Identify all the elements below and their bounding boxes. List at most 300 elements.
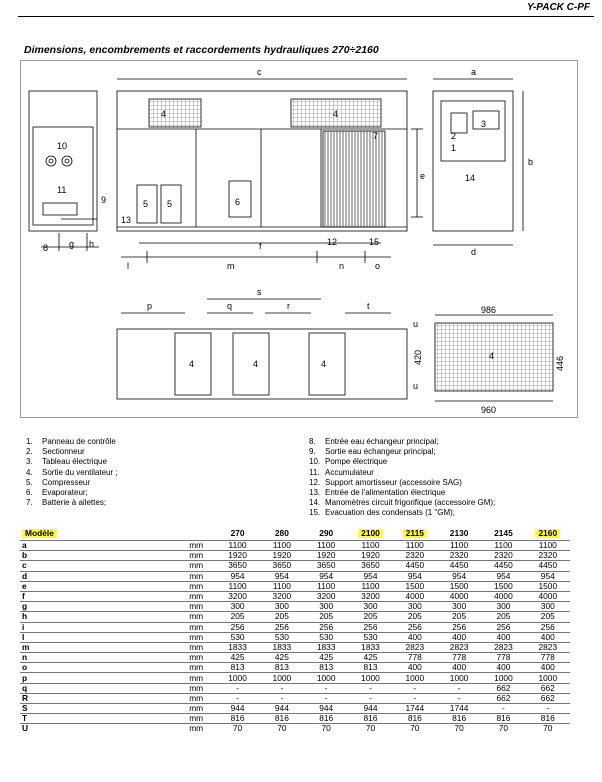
table-cell: 3200 bbox=[215, 591, 259, 601]
table-cell: 70 bbox=[348, 724, 392, 734]
table-cell: 70 bbox=[526, 724, 570, 734]
dim-f: f bbox=[259, 241, 262, 251]
table-cell: - bbox=[304, 683, 348, 693]
table-row bbox=[20, 683, 570, 693]
table-cell: - bbox=[393, 683, 437, 693]
table-cell: 256 bbox=[526, 622, 570, 632]
table-cell: 530 bbox=[260, 632, 304, 642]
table-cell: 205 bbox=[348, 612, 392, 622]
table-cell: 425 bbox=[304, 653, 348, 663]
model-2115: 2115 bbox=[403, 529, 427, 538]
table-cell: 70 bbox=[215, 724, 259, 734]
table-cell: 4450 bbox=[437, 561, 481, 571]
table-cell: 778 bbox=[526, 653, 570, 663]
row-unit: mm bbox=[187, 551, 215, 561]
table-cell: 300 bbox=[437, 602, 481, 612]
legend-item bbox=[309, 457, 495, 467]
row-key: l bbox=[20, 632, 187, 642]
table-cell: 778 bbox=[393, 653, 437, 663]
row-key: q bbox=[20, 683, 187, 693]
table-cell: 778 bbox=[481, 653, 525, 663]
label-5a: 5 bbox=[143, 199, 149, 209]
table-cell: 1100 bbox=[260, 541, 304, 551]
table-cell: 425 bbox=[215, 653, 259, 663]
legend-text: Evaporateur; bbox=[42, 488, 88, 498]
row-unit: mm bbox=[187, 632, 215, 642]
legend-item bbox=[309, 447, 495, 457]
table-row bbox=[20, 642, 570, 652]
legend-number: 1. bbox=[26, 437, 33, 446]
dim-960: 960 bbox=[481, 405, 497, 415]
table-cell: - bbox=[437, 683, 481, 693]
model-2160: 2160 bbox=[535, 529, 560, 538]
table-cell: 944 bbox=[348, 704, 392, 714]
row-key: d bbox=[20, 571, 187, 581]
table-cell: - bbox=[526, 704, 570, 714]
table-cell: 3650 bbox=[348, 561, 392, 571]
table-row bbox=[20, 724, 570, 734]
table-cell: 256 bbox=[481, 622, 525, 632]
table-cell: - bbox=[348, 693, 392, 703]
table-cell: 1000 bbox=[215, 673, 259, 683]
table-cell: 70 bbox=[393, 724, 437, 734]
table-cell: 1100 bbox=[215, 541, 259, 551]
table-cell: 256 bbox=[215, 622, 259, 632]
label-6: 6 bbox=[235, 197, 241, 207]
table-cell: 1100 bbox=[437, 541, 481, 551]
dim-t: t bbox=[367, 301, 370, 311]
table-row bbox=[20, 663, 570, 673]
table-cell: 2823 bbox=[393, 642, 437, 652]
table-cell: 662 bbox=[526, 683, 570, 693]
table-cell: 2320 bbox=[526, 551, 570, 561]
legend-text: Manomètres circuit frigorifique (accessoire GM); bbox=[325, 498, 496, 508]
dim-u-bottom: u bbox=[413, 381, 419, 391]
table-cell: 1920 bbox=[260, 551, 304, 561]
table-row bbox=[20, 632, 570, 642]
table-cell: 1100 bbox=[393, 541, 437, 551]
table-cell: 3200 bbox=[304, 591, 348, 601]
row-key: n bbox=[20, 653, 187, 663]
legend-number: 15. bbox=[309, 508, 321, 518]
label-15: 15 bbox=[369, 237, 380, 247]
legend-number: 10. bbox=[309, 457, 321, 467]
table-cell: 300 bbox=[304, 602, 348, 612]
legend-number: 8. bbox=[309, 437, 316, 446]
table-row bbox=[20, 541, 570, 551]
table-cell: 70 bbox=[481, 724, 525, 734]
table-header-row bbox=[20, 527, 570, 541]
table-cell: - bbox=[481, 704, 525, 714]
model-2145: 2145 bbox=[494, 527, 513, 538]
label-4a: 4 bbox=[161, 109, 167, 119]
table-cell: 662 bbox=[481, 693, 525, 703]
legend-text: Pompe électrique bbox=[325, 457, 388, 467]
model-270: 270 bbox=[230, 527, 245, 538]
legend-item bbox=[26, 488, 118, 498]
row-unit: mm bbox=[187, 714, 215, 724]
legend-text: Batterie à ailettes; bbox=[42, 498, 107, 508]
dim-s: s bbox=[257, 287, 262, 297]
table-cell: 300 bbox=[481, 602, 525, 612]
legend-text: Sortie du ventilateur ; bbox=[42, 467, 118, 477]
legend-number: 11. bbox=[309, 467, 320, 477]
table-cell: 425 bbox=[260, 653, 304, 663]
right-view bbox=[433, 79, 523, 245]
table-cell: 816 bbox=[260, 714, 304, 724]
table-row bbox=[20, 612, 570, 622]
label-3: 3 bbox=[481, 119, 487, 129]
legend-item bbox=[26, 457, 118, 467]
row-unit: mm bbox=[187, 653, 215, 663]
model-290: 290 bbox=[319, 527, 334, 538]
label-4b: 4 bbox=[333, 109, 339, 119]
legend-item bbox=[309, 468, 495, 478]
table-cell: 944 bbox=[215, 704, 259, 714]
row-unit: mm bbox=[187, 561, 215, 571]
table-cell: 1000 bbox=[437, 673, 481, 683]
legend-text: Support amortisseur (accessoire SAG) bbox=[325, 477, 462, 487]
legend-item bbox=[309, 478, 495, 488]
dim-a: a bbox=[471, 67, 477, 77]
label-5b: 5 bbox=[167, 199, 173, 209]
table-cell: 813 bbox=[260, 663, 304, 673]
row-unit: mm bbox=[187, 704, 215, 714]
table-cell: 816 bbox=[215, 714, 259, 724]
table-row bbox=[20, 561, 570, 571]
table-cell: 1920 bbox=[304, 551, 348, 561]
table-cell: 3200 bbox=[260, 591, 304, 601]
row-unit: mm bbox=[187, 622, 215, 632]
table-cell: 256 bbox=[304, 622, 348, 632]
table-cell: 70 bbox=[304, 724, 348, 734]
label-10: 10 bbox=[57, 141, 68, 151]
label-13: 13 bbox=[121, 215, 132, 225]
model-2100: 2100 bbox=[358, 529, 383, 538]
table-cell: 1920 bbox=[348, 551, 392, 561]
table-cell: 205 bbox=[304, 612, 348, 622]
front-view bbox=[117, 79, 426, 263]
table-cell: 256 bbox=[393, 622, 437, 632]
row-unit: mm bbox=[187, 591, 215, 601]
table-cell: 954 bbox=[437, 571, 481, 581]
legend-left bbox=[26, 437, 118, 508]
row-key: T bbox=[20, 714, 187, 724]
table-cell: 3200 bbox=[348, 591, 392, 601]
table-cell: 205 bbox=[526, 612, 570, 622]
drawing-svg bbox=[21, 61, 577, 417]
table-cell: - bbox=[215, 683, 259, 693]
row-unit: mm bbox=[187, 581, 215, 591]
table-row bbox=[20, 591, 570, 601]
row-unit: mm bbox=[187, 693, 215, 703]
table-cell: 4000 bbox=[393, 591, 437, 601]
side-view bbox=[29, 91, 99, 251]
legend-item bbox=[26, 498, 118, 508]
dim-r: r bbox=[287, 301, 290, 311]
table-cell: 400 bbox=[526, 663, 570, 673]
row-unit: mm bbox=[187, 602, 215, 612]
legend-text: Sortie eau échangeur principal; bbox=[325, 447, 436, 457]
table-row bbox=[20, 571, 570, 581]
table-cell: - bbox=[348, 683, 392, 693]
table-row bbox=[20, 693, 570, 703]
legend-item bbox=[26, 437, 118, 447]
table-cell: 954 bbox=[393, 571, 437, 581]
table-cell: 300 bbox=[260, 602, 304, 612]
table-cell: 300 bbox=[526, 602, 570, 612]
model-280: 280 bbox=[274, 527, 289, 538]
table-cell: 1100 bbox=[215, 581, 259, 591]
table-cell: 1100 bbox=[348, 541, 392, 551]
dim-h: h bbox=[89, 239, 95, 249]
table-cell: 1000 bbox=[348, 673, 392, 683]
table-cell: 1744 bbox=[437, 704, 481, 714]
legend-text: Entrée de l'alimentation électrique bbox=[325, 488, 446, 498]
table-cell: 816 bbox=[526, 714, 570, 724]
table-cell: 530 bbox=[304, 632, 348, 642]
row-key: b bbox=[20, 551, 187, 561]
table-cell: 4450 bbox=[526, 561, 570, 571]
table-cell: 4000 bbox=[526, 591, 570, 601]
legend-number: 9. bbox=[309, 447, 316, 457]
table-row bbox=[20, 551, 570, 561]
table-cell: 1920 bbox=[215, 551, 259, 561]
table-cell: 1500 bbox=[526, 581, 570, 591]
row-key: U bbox=[20, 724, 187, 734]
table-cell: 425 bbox=[348, 653, 392, 663]
table-cell: 300 bbox=[393, 602, 437, 612]
dim-q: q bbox=[227, 301, 233, 311]
dim-d: d bbox=[471, 247, 477, 257]
row-key: o bbox=[20, 663, 187, 673]
label-7: 7 bbox=[373, 131, 379, 141]
row-unit: mm bbox=[187, 673, 215, 683]
legend-item bbox=[26, 478, 118, 488]
table-cell: 813 bbox=[215, 663, 259, 673]
row-key: a bbox=[20, 541, 187, 551]
table-cell: 400 bbox=[526, 632, 570, 642]
table-cell: 400 bbox=[481, 663, 525, 673]
table-row bbox=[20, 704, 570, 714]
table-cell: 1100 bbox=[304, 541, 348, 551]
header-rule bbox=[18, 16, 594, 17]
table-cell: 256 bbox=[437, 622, 481, 632]
row-unit: mm bbox=[187, 663, 215, 673]
table-cell: 1100 bbox=[481, 541, 525, 551]
table-cell: 2320 bbox=[393, 551, 437, 561]
legend-number: 6. bbox=[26, 488, 33, 498]
label-top-4b: 4 bbox=[253, 359, 259, 369]
table-cell: 400 bbox=[393, 663, 437, 673]
table-cell: 1833 bbox=[260, 642, 304, 652]
legend-text: Sectionneur bbox=[42, 447, 85, 457]
table-cell: 1833 bbox=[304, 642, 348, 652]
row-unit: mm bbox=[187, 683, 215, 693]
table-row bbox=[20, 673, 570, 683]
table-cell: 662 bbox=[481, 683, 525, 693]
legend-text: Compresseur bbox=[42, 477, 91, 487]
label-top-4a: 4 bbox=[189, 359, 195, 369]
dim-e: e bbox=[420, 171, 426, 181]
row-unit: mm bbox=[187, 642, 215, 652]
label-top-4c: 4 bbox=[321, 359, 327, 369]
legend-item bbox=[309, 508, 495, 518]
table-cell: 816 bbox=[348, 714, 392, 724]
table-cell: 954 bbox=[215, 571, 259, 581]
table-cell: 816 bbox=[304, 714, 348, 724]
table-cell: 1500 bbox=[437, 581, 481, 591]
legend-number: 5. bbox=[26, 477, 33, 487]
row-key: m bbox=[20, 642, 187, 652]
table-row bbox=[20, 653, 570, 663]
table-cell: 1100 bbox=[526, 541, 570, 551]
legend-item bbox=[309, 498, 495, 508]
legend-number: 2. bbox=[26, 447, 33, 457]
table-cell: - bbox=[304, 693, 348, 703]
model-header: Modèle bbox=[22, 529, 57, 538]
table-cell: 954 bbox=[526, 571, 570, 581]
dim-m: m bbox=[227, 261, 235, 271]
dim-l: l bbox=[127, 261, 129, 271]
row-unit: mm bbox=[187, 612, 215, 622]
row-unit: mm bbox=[187, 724, 215, 734]
table-cell: 954 bbox=[348, 571, 392, 581]
label-9: 9 bbox=[101, 195, 107, 205]
table-cell: 300 bbox=[348, 602, 392, 612]
dim-n: n bbox=[339, 261, 345, 271]
label-top-4d: 4 bbox=[489, 351, 495, 361]
table-cell: 205 bbox=[481, 612, 525, 622]
dim-g: g bbox=[69, 239, 75, 249]
row-key: g bbox=[20, 602, 187, 612]
legend-number: 4. bbox=[26, 467, 33, 477]
table-cell: 4450 bbox=[481, 561, 525, 571]
row-key: f bbox=[20, 591, 187, 601]
table-cell: 400 bbox=[437, 632, 481, 642]
model-2130: 2130 bbox=[449, 527, 469, 538]
dimensions-table bbox=[20, 527, 570, 734]
label-2: 2 bbox=[451, 131, 457, 141]
legend-right bbox=[309, 437, 495, 519]
section-title: Dimensions, encombrements et raccordements hydrauliques 270÷2160 bbox=[24, 44, 379, 56]
table-cell: 3650 bbox=[304, 561, 348, 571]
table-cell: 1000 bbox=[393, 673, 437, 683]
row-key: R bbox=[20, 693, 187, 703]
table-cell: - bbox=[393, 693, 437, 703]
table-cell: 1100 bbox=[348, 581, 392, 591]
table-cell: 400 bbox=[437, 663, 481, 673]
label-14: 14 bbox=[465, 173, 476, 183]
row-key: c bbox=[20, 561, 187, 571]
table-cell: 205 bbox=[215, 612, 259, 622]
table-cell: 1833 bbox=[215, 642, 259, 652]
table-cell: 1100 bbox=[260, 581, 304, 591]
table-cell: 662 bbox=[526, 693, 570, 703]
legend-item bbox=[26, 447, 118, 457]
table-cell: 300 bbox=[215, 602, 259, 612]
table-cell: 205 bbox=[393, 612, 437, 622]
table-cell: 4450 bbox=[393, 561, 437, 571]
table-cell: 954 bbox=[260, 571, 304, 581]
table-cell: 944 bbox=[304, 704, 348, 714]
legend-number: 3. bbox=[26, 457, 33, 467]
dim-446: 446 bbox=[555, 355, 565, 371]
table-cell: 1000 bbox=[526, 673, 570, 683]
table-cell: 954 bbox=[304, 571, 348, 581]
table-cell: 813 bbox=[304, 663, 348, 673]
row-key: S bbox=[20, 704, 187, 714]
table-row bbox=[20, 622, 570, 632]
dim-p: p bbox=[147, 301, 153, 311]
table-cell: 2823 bbox=[481, 642, 525, 652]
table-cell: 954 bbox=[481, 571, 525, 581]
table-cell: 2320 bbox=[437, 551, 481, 561]
table-cell: 256 bbox=[348, 622, 392, 632]
table-cell: 3650 bbox=[260, 561, 304, 571]
table-cell: 1000 bbox=[260, 673, 304, 683]
dim-986: 986 bbox=[481, 305, 497, 315]
table-cell: 205 bbox=[260, 612, 304, 622]
label-1: 1 bbox=[451, 143, 457, 153]
legend-number: 14. bbox=[309, 498, 321, 508]
row-unit: mm bbox=[187, 541, 215, 551]
row-key: h bbox=[20, 612, 187, 622]
table-cell: 256 bbox=[260, 622, 304, 632]
legend-text: Accumulateur bbox=[325, 467, 374, 477]
table-cell: 205 bbox=[437, 612, 481, 622]
table-row bbox=[20, 714, 570, 724]
dim-u-top: u bbox=[413, 319, 419, 329]
table-cell: 1500 bbox=[393, 581, 437, 591]
label-11: 11 bbox=[57, 185, 67, 195]
table-cell: 1000 bbox=[481, 673, 525, 683]
table-cell: - bbox=[260, 683, 304, 693]
label-12: 12 bbox=[327, 237, 338, 247]
row-unit: mm bbox=[187, 571, 215, 581]
table-cell: 4000 bbox=[481, 591, 525, 601]
label-8: 8 bbox=[43, 243, 49, 253]
table-cell: 2823 bbox=[526, 642, 570, 652]
table-cell: 813 bbox=[348, 663, 392, 673]
table-cell: 400 bbox=[393, 632, 437, 642]
table-cell: 530 bbox=[348, 632, 392, 642]
table-cell: 1744 bbox=[393, 704, 437, 714]
row-key: p bbox=[20, 673, 187, 683]
legend-number: 13. bbox=[309, 488, 321, 498]
table-cell: 70 bbox=[260, 724, 304, 734]
table-cell: 816 bbox=[437, 714, 481, 724]
table-cell: - bbox=[215, 693, 259, 703]
technical-drawing bbox=[20, 60, 578, 418]
table-cell: 3650 bbox=[215, 561, 259, 571]
legend-item bbox=[309, 437, 495, 447]
table-cell: 2320 bbox=[481, 551, 525, 561]
table-cell: 1000 bbox=[304, 673, 348, 683]
legend-number: 7. bbox=[26, 498, 33, 508]
table-cell: 816 bbox=[393, 714, 437, 724]
legend-text: Panneau de contrôle bbox=[42, 437, 116, 446]
table-cell: 778 bbox=[437, 653, 481, 663]
table-cell: 816 bbox=[481, 714, 525, 724]
table-cell: 2823 bbox=[437, 642, 481, 652]
table-cell: 400 bbox=[481, 632, 525, 642]
row-key: e bbox=[20, 581, 187, 591]
row-key: i bbox=[20, 622, 187, 632]
legend-text: Evacuation des condensats (1 "GM); bbox=[325, 508, 456, 518]
legend-item bbox=[309, 488, 495, 498]
dim-o: o bbox=[375, 261, 381, 271]
